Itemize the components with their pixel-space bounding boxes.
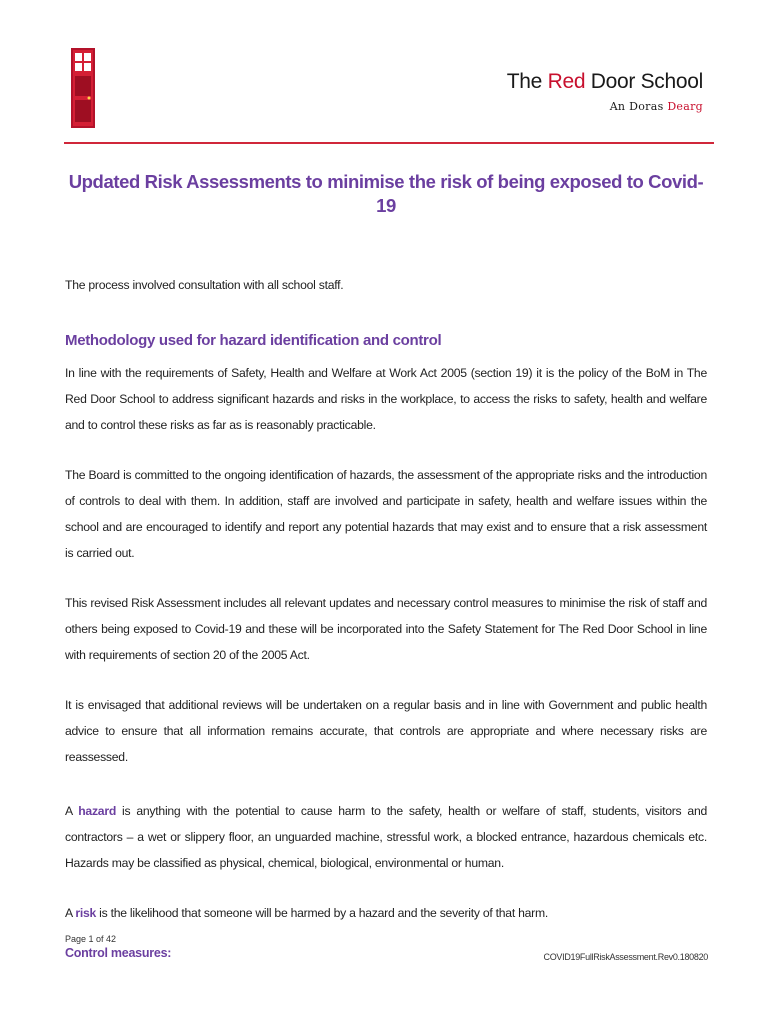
intro-paragraph: The process involved consultation with all school staff. <box>65 278 344 292</box>
methodology-paragraph-3: This revised Risk Assessment includes all relevant updates and necessary control measures to minimise the risk of staff and others being exposed to Covid-19 and these will be incorporated into the Safety Statement for The Red Door School in line with requirements of section 20 of the 2005 Act. <box>65 596 707 662</box>
risk-term: risk <box>75 906 97 920</box>
document-reference: COVID19FullRiskAssessment.Rev0.180820 <box>543 952 708 962</box>
school-name-irish: An Doras Dearg <box>609 100 703 113</box>
methodology-heading: Methodology used for hazard identification and control <box>65 332 442 349</box>
hazard-term: hazard <box>78 804 117 818</box>
hazard-definition: A hazard is anything with the potential to cause harm to the safety, health or welfare of staff, students, visitors and contractors – a wet or slippery floor, an unguarded machine, stressful work, a blocked entrance, hazardous chemicals etc. Hazards may be classified as physical, chemical, biological, environmental or human. <box>65 804 707 870</box>
document-title: Updated Risk Assessments to minimise the risk of being exposed to Covid-19 <box>68 171 704 216</box>
document-body <box>65 170 707 960</box>
school-name: The Red Door School <box>506 70 703 93</box>
risk-definition: A risk is the likelihood that someone will be harmed by a hazard and the severity of that harm. <box>65 906 548 920</box>
header-divider <box>64 142 714 144</box>
school-branding <box>507 68 703 113</box>
methodology-paragraph-2: The Board is committed to the ongoing identification of hazards, the assessment of the appropriate risks and the introduction of controls to deal with them. In addition, staff are involved and participate in safety, health and welfare issues within the school and are encouraged to identify and report any potential hazards that may exist and to ensure that a risk assessment is carried out. <box>65 468 707 560</box>
control-measures-heading: Control measures: <box>65 946 172 960</box>
page-number: Page 1 of 42 <box>65 934 117 944</box>
methodology-paragraph-1: In line with the requirements of Safety, Health and Welfare at Work Act 2005 (section 19) it is the policy of the BoM in The Red Door School to address significant hazards and risks in the workplace, to access the risks to safety, health and welfare and to control these risks as far as is reasonably practicable. <box>65 366 707 432</box>
methodology-paragraph-4: It is envisaged that additional reviews will be undertaken on a regular basis and in line with Government and public health advice to ensure that all information remains accurate, that controls are appropriate and where necessary risks are reassessed. <box>65 698 707 764</box>
red-door-icon <box>70 48 96 128</box>
